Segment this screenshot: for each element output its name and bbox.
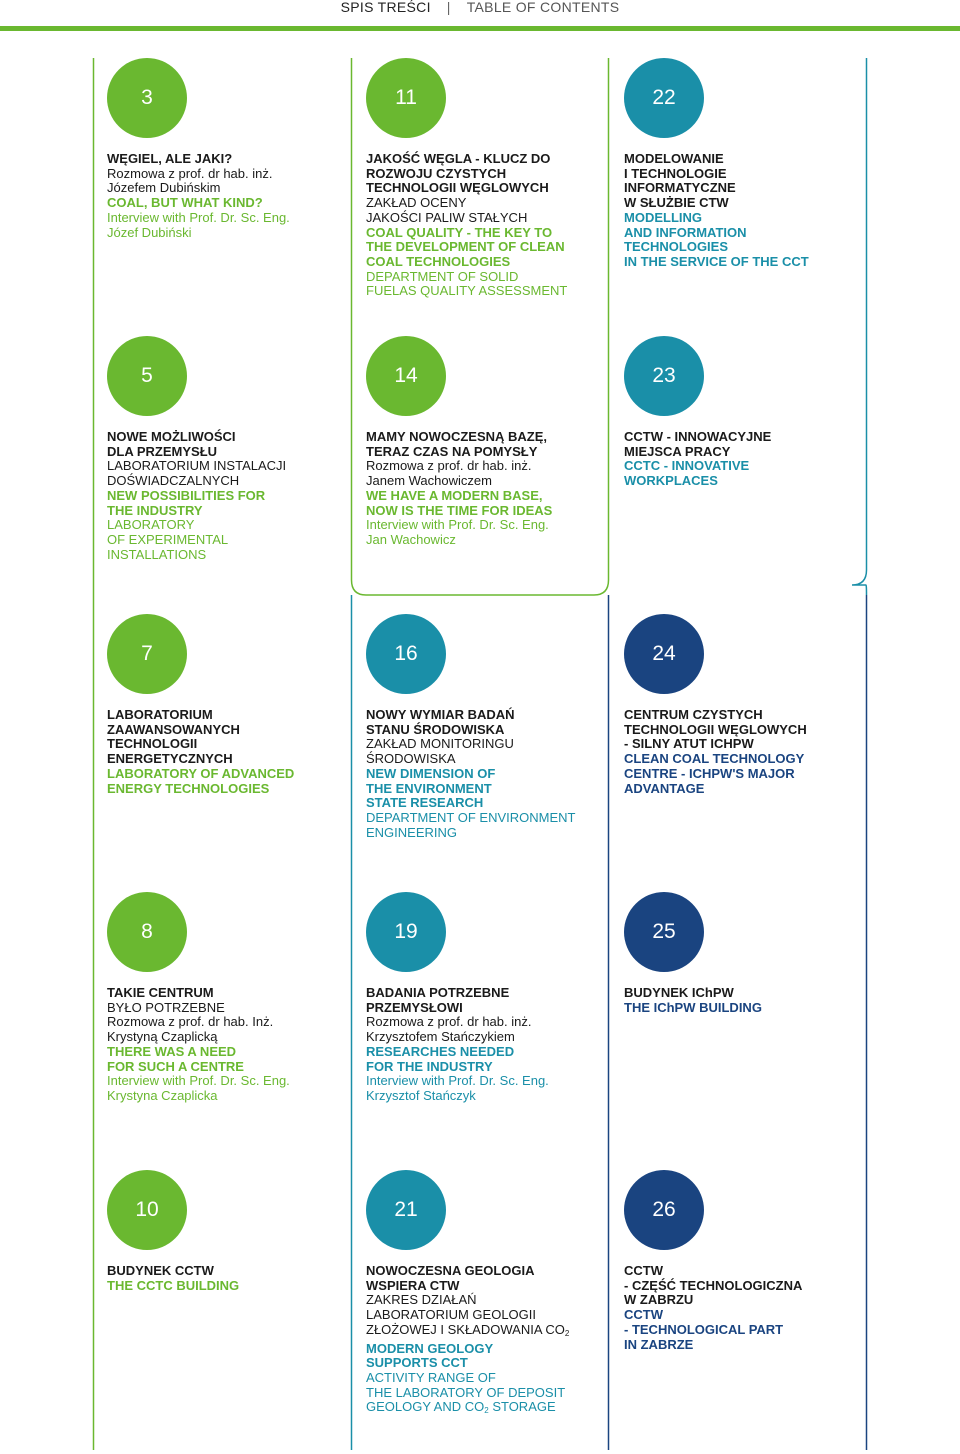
entry-line-text: ADVANTAGE (624, 780, 705, 796)
entry-line (366, 211, 601, 226)
entry-line-text: - SILNY ATUT ICHPW (624, 736, 754, 752)
entry-line-text: TERAZ CZAS NA POMYSŁY (366, 443, 538, 459)
entry-line (624, 255, 859, 270)
entry-line-text: CENTRUM CZYSTYCH (624, 707, 763, 722)
entry-text (624, 152, 859, 270)
entry-line (624, 430, 859, 445)
entry-line-text: Interview with Prof. Dr. Sc. Eng. (366, 517, 549, 533)
entry-line (366, 167, 601, 182)
entry-line (366, 752, 601, 767)
entry-line (366, 1045, 601, 1060)
page-number-badge[interactable]: 14 (366, 336, 446, 416)
entry-line-text: Rozmowa z prof. dr hab. inż. (107, 165, 273, 181)
entry-line (107, 752, 342, 767)
entry-text (107, 708, 342, 796)
entry-line-text: ZŁOŻOWEJ I SKŁADOWANIA CO (366, 1321, 565, 1337)
entry-line (107, 152, 342, 167)
entry-line-text: INSTALLATIONS (107, 546, 207, 562)
entry-line (366, 270, 601, 285)
entry-line-text: FOR THE INDUSTRY (366, 1058, 493, 1074)
entry-line (624, 1001, 859, 1016)
entry-line (366, 196, 601, 211)
entry-line (366, 1356, 601, 1371)
entry-line (107, 1074, 342, 1089)
entry-line-text-cont: STORAGE (488, 1399, 556, 1415)
entry-line (107, 533, 342, 548)
entry-line-text: DLA PRZEMYSŁU (107, 443, 218, 459)
entry-line-text: MAMY NOWOCZESNĄ BAZĘ, (366, 429, 548, 444)
entry-text (366, 986, 601, 1104)
entry-line-text: TAKIE CENTRUM (107, 985, 214, 1000)
entry-line (624, 474, 859, 489)
entry-line-text: THERE WAS A NEED (107, 1043, 237, 1059)
entry-line-text: Interview with Prof. Dr. Sc. Eng. (107, 209, 290, 225)
page-number-badge[interactable]: 3 (107, 58, 187, 138)
entry-line-text: TECHNOLOGII WĘGLOWYCH (366, 180, 549, 196)
entry-line-text: ZAKŁAD MONITORINGU (366, 736, 514, 752)
entry-line-text: FOR SUCH A CENTRE (107, 1058, 244, 1074)
entry-line-text: CCTC - INNOVATIVE (624, 458, 750, 474)
entry-text (107, 430, 342, 562)
entry-line (366, 1323, 601, 1342)
entry-line-text: CCTW (624, 1263, 663, 1278)
entry-line (107, 1045, 342, 1060)
entry-line-text: MODELLING (624, 209, 702, 225)
page-number-badge[interactable]: 19 (366, 892, 446, 972)
entry-line (624, 752, 859, 767)
page-number-badge[interactable]: 8 (107, 892, 187, 972)
page-number-badge[interactable]: 26 (624, 1170, 704, 1250)
entry-line-text: W SŁUŻBIE CTW (624, 195, 729, 211)
entry-line (107, 196, 342, 211)
entry-line-text: JAKOŚĆ WĘGLA - KLUCZ DO (366, 151, 551, 166)
entry-line-text: WĘGIEL, ALE JAKI? (107, 151, 233, 166)
entry-line (107, 767, 342, 782)
entry-line-text: TECHNOLOGII (107, 736, 198, 752)
page-number-badge[interactable]: 16 (366, 614, 446, 694)
entry-line (366, 1400, 601, 1419)
entry-line (624, 986, 859, 1001)
entry-line-text: Rozmowa z prof. dr hab. Inż. (107, 1014, 274, 1030)
entry-line (107, 211, 342, 226)
entry-line (107, 1279, 342, 1294)
entry-line-text: BYŁO POTRZEBNE (107, 999, 225, 1015)
entry-line-text: ZAKŁAD OCENY (366, 195, 467, 211)
entry-line-text: LABORATORY OF ADVANCED (107, 765, 295, 781)
entry-line-text: ENERGETYCZNYCH (107, 751, 233, 767)
entry-line (366, 240, 601, 255)
entry-text (624, 986, 859, 1015)
entry-line (624, 167, 859, 182)
entry-line (107, 445, 342, 460)
entry-text (624, 430, 859, 489)
entry-line (107, 430, 342, 445)
entry-line (107, 986, 342, 1001)
entry-line (624, 1279, 859, 1294)
page-number-badge[interactable]: 24 (624, 614, 704, 694)
entry-line-text: COAL, BUT WHAT KIND? (107, 195, 263, 211)
entry-line (366, 826, 601, 841)
entry-line-text: NOWE MOŻLIWOŚCI (107, 429, 236, 444)
entry-text (624, 1264, 859, 1352)
entry-line-text: BUDYNEK CCTW (107, 1263, 214, 1278)
entry-line (366, 723, 601, 738)
entry-line (107, 1089, 342, 1104)
entry-line-text: RESEARCHES NEEDED (366, 1043, 515, 1059)
entry-line (624, 1293, 859, 1308)
entry-line (624, 1338, 859, 1353)
entry-line (107, 708, 342, 723)
entry-line-text: COAL TECHNOLOGIES (366, 253, 511, 269)
entry-line (366, 1089, 601, 1104)
entry-line (366, 255, 601, 270)
entry-line (366, 181, 601, 196)
entry-line (624, 226, 859, 241)
entry-line-text: Interview with Prof. Dr. Sc. Eng. (107, 1073, 290, 1089)
entry-line (366, 767, 601, 782)
entry-line (366, 504, 601, 519)
entry-line-text: DEPARTMENT OF ENVIRONMENT (366, 809, 576, 825)
entry-line-text: BUDYNEK IChPW (624, 985, 734, 1000)
entry-line-text: LABORATORIUM INSTALACJI (107, 458, 287, 474)
entry-line (107, 459, 342, 474)
entry-line (107, 723, 342, 738)
entry-line (624, 152, 859, 167)
entry-line (366, 430, 601, 445)
entry-line (366, 1279, 601, 1294)
entry-line (624, 240, 859, 255)
entry-line (107, 1030, 342, 1045)
entry-line (624, 1308, 859, 1323)
entry-line-text: GEOLOGY AND CO (366, 1399, 485, 1415)
entry-line (624, 737, 859, 752)
entry-line-text: ENERGY TECHNOLOGIES (107, 780, 270, 796)
entry-line (107, 1060, 342, 1075)
entry-line (366, 1308, 601, 1323)
entry-line (107, 181, 342, 196)
entry-line (366, 1293, 601, 1308)
subscript: 2 (484, 1406, 489, 1416)
entry-line (107, 474, 342, 489)
entry-line-text: AND INFORMATION (624, 224, 747, 240)
entry-line (366, 1371, 601, 1386)
entry-text (366, 430, 601, 548)
entry-line (366, 489, 601, 504)
entry-line (366, 1386, 601, 1401)
entry-line-text: THE CCTC BUILDING (107, 1277, 240, 1293)
entry-line (624, 459, 859, 474)
entry-line-text: Krystyną Czaplicką (107, 1029, 218, 1045)
entry-line (366, 284, 601, 299)
entry-line-text: BADANIA POTRZEBNE (366, 985, 510, 1000)
entry-line-text: I TECHNOLOGIE (624, 165, 727, 181)
entry-line (366, 1001, 601, 1016)
entry-line (366, 1030, 601, 1045)
entry-line (366, 474, 601, 489)
page-number-badge[interactable]: 7 (107, 614, 187, 694)
entry-line-text: Krzysztofem Stańczykiem (366, 1029, 515, 1045)
entry-line-text: TECHNOLOGII WĘGLOWYCH (624, 721, 807, 737)
entry-line-text: THE DEVELOPMENT OF CLEAN (366, 239, 565, 255)
entry-line-text: ZAKRES DZIAŁAŃ (366, 1292, 477, 1308)
entry-line-text: STANU ŚRODOWISKA (366, 721, 505, 737)
entry-line-text: DEPARTMENT OF SOLID (366, 268, 519, 284)
entry-line (366, 811, 601, 826)
entry-line-text: Krystyna Czaplicka (107, 1087, 218, 1103)
entry-line (366, 1015, 601, 1030)
entry-line-text: SUPPORTS CCT (366, 1355, 468, 1371)
entry-line (624, 445, 859, 460)
entry-line (366, 1074, 601, 1089)
entry-line-text: NOW IS THE TIME FOR IDEAS (366, 502, 553, 518)
entry-line-text: CLEAN COAL TECHNOLOGY (624, 751, 805, 767)
entry-line-text: ACTIVITY RANGE OF (366, 1369, 496, 1385)
subscript: 2 (564, 1328, 570, 1338)
page-number-badge[interactable]: 22 (624, 58, 704, 138)
entry-line-text: THE IChPW BUILDING (624, 999, 762, 1015)
entry-line (366, 445, 601, 460)
entry-line-text: NOWY WYMIAR BADAŃ (366, 707, 515, 722)
entry-line (107, 548, 342, 563)
entry-line (107, 782, 342, 797)
entry-line (366, 1264, 601, 1279)
entry-line-text: CCTW (624, 1307, 663, 1323)
entry-line (366, 226, 601, 241)
entry-line-text: COAL QUALITY - THE KEY TO (366, 224, 553, 240)
entry-line-text: ŚRODOWISKA (366, 751, 456, 767)
entry-text (107, 986, 342, 1104)
entry-line-text: MODELOWANIE (624, 151, 724, 166)
entry-line-text: WE HAVE A MODERN BASE, (366, 487, 543, 503)
entry-line-text: IN ZABRZE (624, 1336, 694, 1352)
entry-line-text: ROZWOJU CZYSTYCH (366, 165, 507, 181)
entry-text (624, 708, 859, 796)
entry-line (107, 504, 342, 519)
page-number-badge[interactable]: 21 (366, 1170, 446, 1250)
entry-line-text: CENTRE - ICHPW'S MAJOR (624, 765, 795, 781)
entry-line (366, 1342, 601, 1357)
entry-line (366, 986, 601, 1001)
entry-text (107, 1264, 342, 1293)
entry-line-text: LABORATORY (107, 517, 195, 533)
entry-line-text: NOWOCZESNA GEOLOGIA (366, 1263, 535, 1278)
entry-line (624, 767, 859, 782)
entry-line (624, 181, 859, 196)
page-number-badge[interactable]: 23 (624, 336, 704, 416)
page-number-badge[interactable]: 5 (107, 336, 187, 416)
entry-line (107, 167, 342, 182)
entry-line-text: Józef Dubiński (107, 224, 192, 240)
entry-line-text: MODERN GEOLOGY (366, 1340, 494, 1356)
entry-line (107, 1015, 342, 1030)
entry-line (624, 782, 859, 797)
entry-line (107, 489, 342, 504)
entry-line-text: OF EXPERIMENTAL (107, 531, 229, 547)
entry-line-text: THE LABORATORY OF DEPOSIT (366, 1384, 566, 1400)
page-number-badge[interactable]: 25 (624, 892, 704, 972)
entry-line-text: JAKOŚCI PALIW STAŁYCH (366, 209, 528, 225)
entry-line (107, 737, 342, 752)
entry-line-text: NEW DIMENSION OF (366, 765, 496, 781)
entry-line-text: STATE RESEARCH (366, 795, 484, 811)
entry-line-text: MIEJSCA PRACY (624, 443, 731, 459)
entry-line-text: IN THE SERVICE OF THE CCT (624, 253, 809, 269)
entry-line-text: WSPIERA CTW (366, 1277, 460, 1293)
entry-line (366, 796, 601, 811)
entry-line (366, 708, 601, 723)
entry-line-text: THE INDUSTRY (107, 502, 203, 518)
entry-line (624, 1264, 859, 1279)
entry-line-text: Janem Wachowiczem (366, 473, 492, 489)
entry-text (366, 152, 601, 299)
entry-line-text: WORKPLACES (624, 473, 718, 489)
entry-line-text: - CZĘŚĆ TECHNOLOGICZNA (624, 1277, 803, 1293)
page-number-badge[interactable]: 11 (366, 58, 446, 138)
entry-line-text: Rozmowa z prof. dr hab. inż. (366, 458, 532, 474)
entry-line-text: CCTW - INNOWACYJNE (624, 429, 772, 444)
entry-line (624, 211, 859, 226)
entry-line (366, 459, 601, 474)
entry-line (366, 533, 601, 548)
entry-line-text: - TECHNOLOGICAL PART (624, 1321, 784, 1337)
entry-line-text: PRZEMYSŁOWI (366, 999, 463, 1015)
entry-line (366, 737, 601, 752)
entry-line (624, 1323, 859, 1338)
entry-line-text: THE ENVIRONMENT (366, 780, 492, 796)
entry-line-text: Józefem Dubińskim (107, 180, 221, 196)
entry-line-text: TECHNOLOGIES (624, 239, 729, 255)
entry-line-text: NEW POSSIBILITIES FOR (107, 487, 266, 503)
entry-line-text: FUELAS QUALITY ASSESSMENT (366, 283, 568, 299)
entry-line-text: ZAAWANSOWANYCH (107, 721, 240, 737)
entry-line-text: DOŚWIADCZALNYCH (107, 473, 240, 489)
header-title-en: TABLE OF CONTENTS (466, 0, 620, 15)
entry-line (366, 152, 601, 167)
header-title-pl: SPIS TREŚCI (340, 0, 431, 15)
entry-line-text: Interview with Prof. Dr. Sc. Eng. (366, 1073, 549, 1089)
entry-line-text: Rozmowa z prof. dr hab. inż. (366, 1014, 532, 1030)
entry-text (107, 152, 342, 240)
entry-line-text: LABORATORIUM (107, 707, 213, 722)
entry-line-text: Krzysztof Stańczyk (366, 1087, 476, 1103)
page-number-badge[interactable]: 10 (107, 1170, 187, 1250)
divider-teal-right (852, 58, 867, 595)
entry-text (366, 1264, 601, 1419)
entry-line-text: ENGINEERING (366, 824, 458, 840)
entry-line (366, 782, 601, 797)
header-separator: | (446, 0, 451, 15)
entry-line (107, 226, 342, 241)
entry-line-text: Jan Wachowicz (366, 531, 456, 547)
entry-line (366, 1060, 601, 1075)
entry-line (624, 723, 859, 738)
entry-line (107, 518, 342, 533)
entry-line (366, 518, 601, 533)
entry-line (107, 1264, 342, 1279)
entry-line (624, 708, 859, 723)
entry-line-text: W ZABRZU (624, 1292, 694, 1308)
entry-text (366, 708, 601, 840)
entry-line (624, 196, 859, 211)
entry-line-text: INFORMATYCZNE (624, 180, 736, 196)
entry-line (107, 1001, 342, 1016)
entry-line-text: LABORATORIUM GEOLOGII (366, 1307, 536, 1323)
